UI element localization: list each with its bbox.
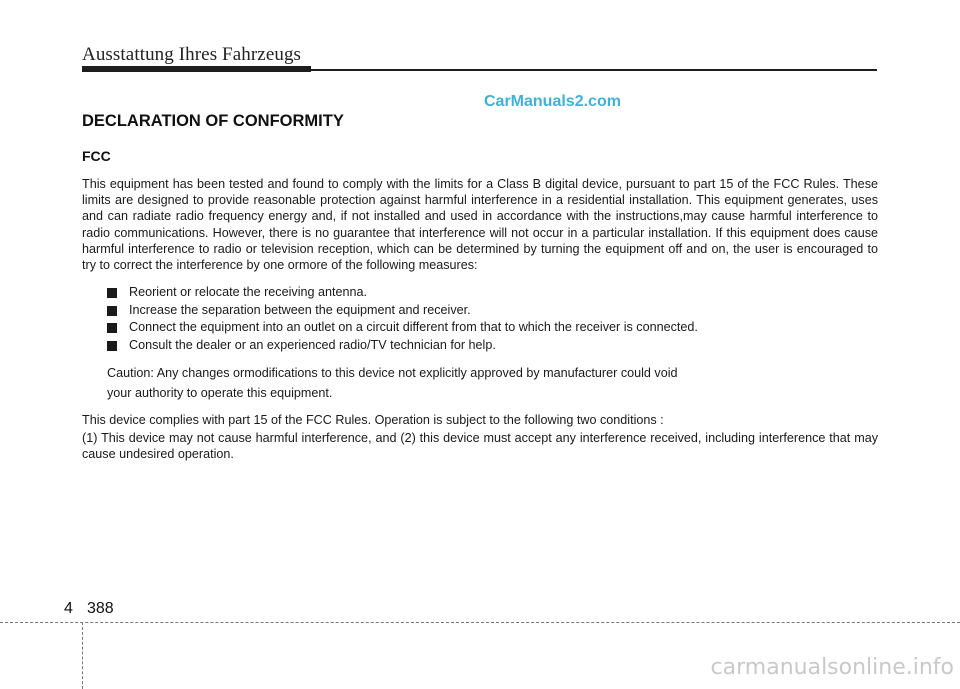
footer-vertical-rule: [82, 622, 83, 689]
list-item-text: Connect the equipment into an outlet on a circuit different from that to which the receiver is connected.: [129, 320, 698, 335]
list-item-text: Consult the dealer or an experienced radio/TV technician for help.: [129, 338, 496, 352]
compliance-statement: This device complies with part 15 of the FCC Rules. Operation is subject to the following two conditions :: [82, 412, 664, 427]
list-item: [107, 337, 878, 355]
measures-list: [107, 284, 878, 354]
square-bullet-icon: [107, 306, 117, 316]
document-content: [82, 112, 878, 462]
conditions-paragraph: (1) This device may not cause harmful interference, and (2) this device must accept any interference received, including interference that may cause undesired operation.: [82, 430, 878, 461]
page-header-title: Ausstattung Ihres Fahrzeugs: [82, 44, 302, 65]
list-item: [107, 284, 878, 302]
list-item-text: Reorient or relocate the receiving antenna.: [129, 285, 368, 300]
subsection-title: FCC: [82, 148, 111, 164]
list-item: [107, 302, 878, 320]
section-title: DECLARATION OF CONFORMITY: [82, 112, 344, 130]
list-item-text: Increase the separation between the equipment and receiver.: [129, 302, 471, 317]
chapter-number: 4: [64, 600, 73, 617]
square-bullet-icon: [107, 341, 117, 351]
watermark-top: CarManuals2.com: [484, 93, 621, 110]
caution-line-2: your authority to operate this equipment.: [107, 385, 333, 400]
caution-note: [107, 363, 878, 403]
header-rule-thin: [311, 69, 877, 71]
header-rule-thick: [82, 66, 311, 72]
list-item: [107, 319, 878, 337]
watermark-bottom: carmanualsonline.info: [710, 655, 954, 680]
caution-line-1: Caution: Any changes ormodifications to this device not explicitly approved by manufacturer could void: [107, 365, 678, 380]
square-bullet-icon: [107, 323, 117, 333]
footer-dashed-rule: [0, 622, 960, 623]
square-bullet-icon: [107, 288, 117, 298]
page-number: 388: [87, 600, 114, 617]
intro-paragraph: This equipment has been tested and found to comply with the limits for a Class B digital device, pursuant to part 15 of the FCC Rules. These limits are designed to provide reasonable protection against harmful interference in a residential installation. This equipment generates, uses and can radiate radio frequency energy and, if not installed and used in accordance with the instructions,may cause harmful interference to radio communications. However, there is no guarantee that interference will not occur in a particular installation. If this equipment does cause harmful interference to radio or television reception, which can be determined by turning the equipment off and on, the user is encouraged to try to correct the interference by one ormore of the following measures:: [82, 177, 878, 273]
